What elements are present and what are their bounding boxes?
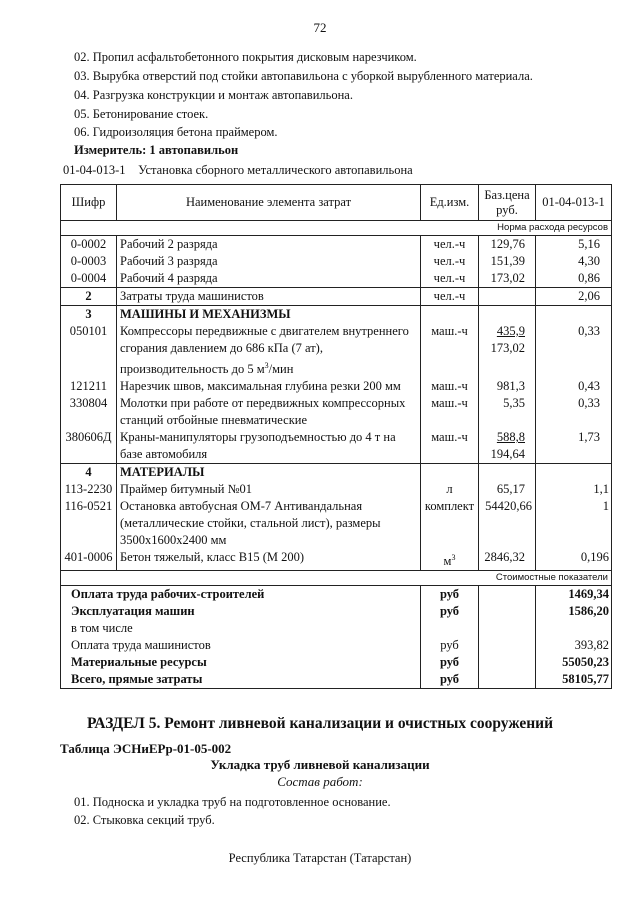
row-code: 0-0004 bbox=[61, 270, 117, 288]
total-row bbox=[61, 637, 612, 654]
row-price: 2846,32 bbox=[479, 549, 536, 571]
table-row bbox=[61, 323, 612, 378]
row-price: 435,9 173,02 bbox=[479, 323, 536, 378]
section-number: 4 bbox=[61, 464, 117, 482]
total-unit bbox=[421, 620, 479, 637]
row-name: Бетон тяжелый, класс В15 (М 200) bbox=[117, 549, 421, 571]
row-norm: 1,73 bbox=[536, 429, 612, 464]
row-price: 151,39 bbox=[479, 253, 536, 270]
total-value: 1469,34 bbox=[536, 586, 612, 604]
work-line: 02. Пропил асфальтобетонного покрытия дисковым нарезчиком. bbox=[74, 50, 417, 64]
meter-label: Измеритель: 1 автопавильон bbox=[74, 143, 239, 157]
row-norm: 0,33 bbox=[536, 395, 612, 429]
norm-title: Установка сборного металлического автопавильона bbox=[138, 163, 413, 177]
row-code: 121211 bbox=[61, 378, 117, 395]
row-code: 116-0521 bbox=[61, 498, 117, 549]
total-value bbox=[536, 620, 612, 637]
total-value: 55050,23 bbox=[536, 654, 612, 671]
row-norm: 5,16 bbox=[536, 236, 612, 254]
row-code: 330804 bbox=[61, 395, 117, 429]
section-heading: РАЗДЕЛ 5. Ремонт ливневой канализации и очистных сооружений bbox=[86, 715, 554, 732]
section-row-materials bbox=[61, 464, 612, 482]
row-price: 65,17 bbox=[479, 481, 536, 498]
row-norm: 0,196 bbox=[536, 549, 612, 571]
work-line: 05. Бетонирование стоек. bbox=[74, 107, 209, 121]
section-number: 3 bbox=[61, 306, 117, 324]
header-unit: Ед.изм. bbox=[421, 185, 479, 221]
row-name: Рабочий 3 разряда bbox=[117, 253, 421, 270]
header-code: Шифр bbox=[61, 185, 117, 221]
row-norm: 1 bbox=[536, 498, 612, 549]
row-code: 401-0006 bbox=[61, 549, 117, 571]
table-row bbox=[61, 549, 612, 571]
row-price: 981,3 bbox=[479, 378, 536, 395]
total-label: Оплата труда рабочих-строителей bbox=[61, 586, 421, 604]
work-line: 06. Гидроизоляция бетона праймером. bbox=[74, 125, 278, 139]
total-unit: руб bbox=[421, 654, 479, 671]
row-price: 54420,66 bbox=[479, 498, 536, 549]
total-label: Материальные ресурсы bbox=[61, 654, 421, 671]
table-row bbox=[61, 236, 612, 254]
total-row bbox=[61, 671, 612, 689]
row-unit: чел.-ч bbox=[421, 270, 479, 288]
total-value: 58105,77 bbox=[536, 671, 612, 689]
row-unit: чел.-ч bbox=[421, 288, 479, 306]
total-row bbox=[61, 603, 612, 620]
total-row bbox=[61, 620, 612, 637]
total-label: в том числе bbox=[61, 620, 421, 637]
table-subheading: Укладка труб ливневой канализации bbox=[210, 757, 430, 772]
work-line: 01. Подноска и укладка труб на подготовленное основание. bbox=[74, 795, 391, 809]
total-row bbox=[61, 586, 612, 604]
row-code: 2 bbox=[61, 288, 117, 306]
table-row bbox=[61, 498, 612, 549]
row-unit: маш.-ч bbox=[421, 323, 479, 378]
section-title: МАШИНЫ И МЕХАНИЗМЫ bbox=[117, 306, 421, 324]
total-row bbox=[61, 654, 612, 671]
row-unit: чел.-ч bbox=[421, 236, 479, 254]
table-row bbox=[61, 378, 612, 395]
total-label: Эксплуатация машин bbox=[61, 603, 421, 620]
composition-label: Состав работ: bbox=[277, 774, 363, 789]
row-name: Молотки при работе от передвижных компрессорных станций отбойные пневматические bbox=[117, 395, 421, 429]
row-name: Затраты труда машинистов bbox=[117, 288, 421, 306]
header-norm-code: 01-04-013-1 bbox=[536, 185, 612, 221]
row-name: Праймер битумный №01 bbox=[117, 481, 421, 498]
row-price bbox=[479, 288, 536, 306]
row-unit: $м^3$ bbox=[421, 549, 479, 571]
norm-header: Норма расхода ресурсов bbox=[61, 221, 612, 236]
table-id: Таблица ЭСНиЕРр-01-05-002 bbox=[60, 741, 232, 756]
row-unit: л bbox=[421, 481, 479, 498]
row-norm: 1,1 bbox=[536, 481, 612, 498]
total-unit: руб bbox=[421, 671, 479, 689]
row-price: 173,02 bbox=[479, 270, 536, 288]
row-code: 113-2230 bbox=[61, 481, 117, 498]
row-price: 5,35 bbox=[479, 395, 536, 429]
row-name: Остановка автобусная ОМ-7 Антивандальная (металлические стойки, стальной лист), размеры 3500х1600х2400 мм bbox=[117, 498, 421, 549]
table-row bbox=[61, 270, 612, 288]
row-code: 0-0002 bbox=[61, 236, 117, 254]
row-unit: чел.-ч bbox=[421, 253, 479, 270]
table-row bbox=[61, 429, 612, 464]
total-unit: руб bbox=[421, 637, 479, 654]
section-row-machines bbox=[61, 306, 612, 324]
page-footer: Республика Татарстан (Татарстан) bbox=[228, 851, 412, 865]
row-norm: 2,06 bbox=[536, 288, 612, 306]
row-unit: маш.-ч bbox=[421, 395, 479, 429]
row-price: 129,76 bbox=[479, 236, 536, 254]
row-name: Рабочий 4 разряда bbox=[117, 270, 421, 288]
cost-header: Стоимостные показатели bbox=[61, 571, 612, 586]
work-line: 02. Стыковка секций труб. bbox=[74, 813, 215, 827]
row-code: 0-0003 bbox=[61, 253, 117, 270]
total-value: 1586,20 bbox=[536, 603, 612, 620]
work-line: 03. Вырубка отверстий под стойки автопавильона с уборкой вырубленного материала. bbox=[74, 69, 533, 83]
row-norm: 0,33 bbox=[536, 323, 612, 378]
norm-heading bbox=[63, 163, 413, 178]
work-line: 04. Разгрузка конструкции и монтаж автопавильона. bbox=[74, 88, 353, 102]
row-code: 050101 bbox=[61, 323, 117, 378]
table-row bbox=[61, 288, 612, 306]
row-norm: 0,43 bbox=[536, 378, 612, 395]
norm-code: 01-04-013-1 bbox=[63, 163, 126, 177]
table-row bbox=[61, 395, 612, 429]
row-name: Нарезчик швов, максимальная глубина резки 200 мм bbox=[117, 378, 421, 395]
row-norm: 0,86 bbox=[536, 270, 612, 288]
row-norm: 4,30 bbox=[536, 253, 612, 270]
row-price: 588,8 194,64 bbox=[479, 429, 536, 464]
resource-norm-table bbox=[60, 184, 612, 689]
row-unit: маш.-ч bbox=[421, 378, 479, 395]
table-row bbox=[61, 481, 612, 498]
row-name: Краны-манипуляторы грузоподъемностью до 4 т на базе автомобиля bbox=[117, 429, 421, 464]
row-name: Компрессоры передвижные с двигателем внутреннего сгорания давлением до 686 кПа (7 ат), производительность до 5 $м^3$/мин bbox=[117, 323, 421, 378]
header-price: Баз.цена руб. bbox=[479, 185, 536, 221]
row-unit: комплект bbox=[421, 498, 479, 549]
row-code: 380606Д bbox=[61, 429, 117, 464]
section-title: МАТЕРИАЛЫ bbox=[117, 464, 421, 482]
total-value: 393,82 bbox=[536, 637, 612, 654]
total-label: Оплата труда машинистов bbox=[61, 637, 421, 654]
header-name: Наименование элемента затрат bbox=[117, 185, 421, 221]
page-number: 72 bbox=[313, 20, 327, 35]
total-unit: руб bbox=[421, 603, 479, 620]
total-unit: руб bbox=[421, 586, 479, 604]
table-row bbox=[61, 253, 612, 270]
row-name: Рабочий 2 разряда bbox=[117, 236, 421, 254]
total-label: Всего, прямые затраты bbox=[61, 671, 421, 689]
row-unit: маш.-ч bbox=[421, 429, 479, 464]
